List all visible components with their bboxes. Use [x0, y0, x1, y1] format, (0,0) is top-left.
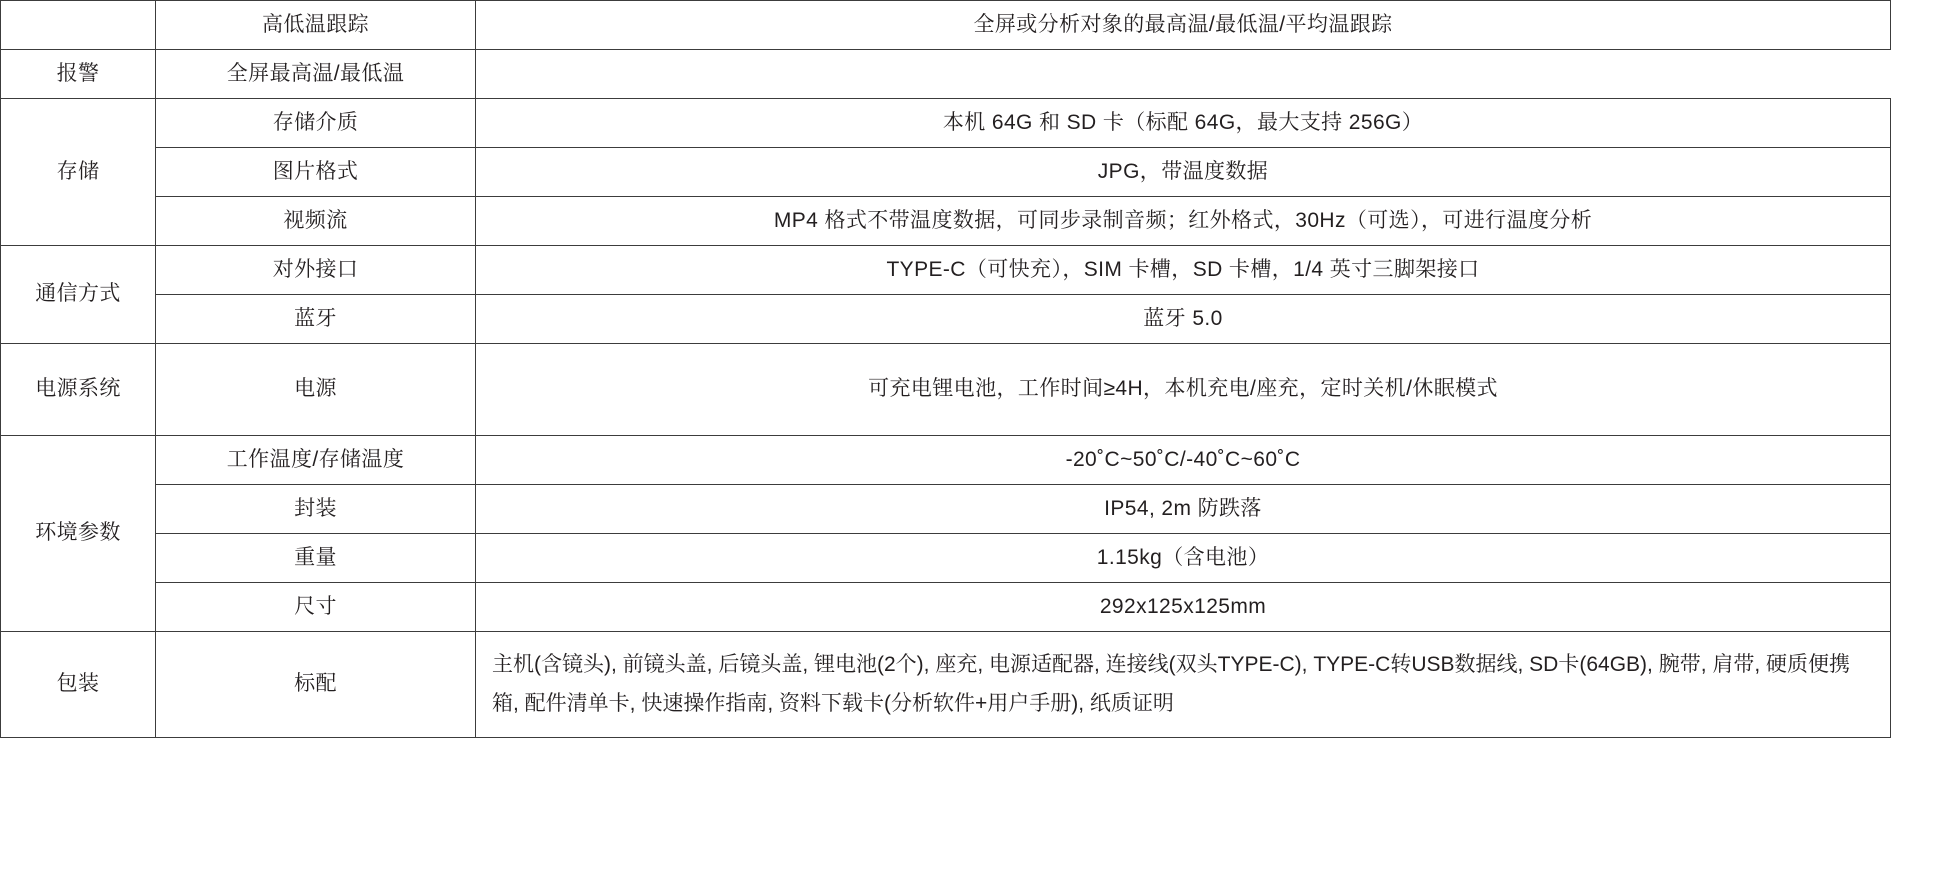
group-cell-communication: 通信方式	[1, 246, 156, 344]
table-row	[1, 197, 1891, 246]
group-cell-power: 电源系统	[1, 344, 156, 436]
label-cell: 报警	[1, 50, 156, 99]
table-row	[1, 632, 1891, 738]
table-row	[1, 295, 1891, 344]
value-cell: 全屏最高温/最低温	[156, 50, 476, 99]
table-row	[1, 344, 1891, 436]
label-cell: 尺寸	[156, 583, 476, 632]
label-cell: 存储介质	[156, 99, 476, 148]
value-cell: 292x125x125mm	[476, 583, 1891, 632]
table-row	[1, 485, 1891, 534]
table-row	[1, 534, 1891, 583]
table-row	[1, 246, 1891, 295]
group-cell-environment: 环境参数	[1, 436, 156, 632]
value-cell: 全屏或分析对象的最高温/最低温/平均温跟踪	[476, 1, 1891, 50]
label-cell: 对外接口	[156, 246, 476, 295]
value-cell: -20˚C~50˚C/-40˚C~60˚C	[476, 436, 1891, 485]
label-cell: 蓝牙	[156, 295, 476, 344]
table-row	[1, 148, 1891, 197]
group-cell-packaging: 包装	[1, 632, 156, 738]
table-row	[1, 1, 1891, 50]
table-row	[1, 50, 1891, 99]
table-row	[1, 436, 1891, 485]
label-cell: 封装	[156, 485, 476, 534]
value-cell: TYPE-C（可快充），SIM 卡槽，SD 卡槽，1/4 英寸三脚架接口	[476, 246, 1891, 295]
value-cell: 蓝牙 5.0	[476, 295, 1891, 344]
label-cell: 高低温跟踪	[156, 1, 476, 50]
value-cell: JPG，带温度数据	[476, 148, 1891, 197]
value-cell: 1.15kg（含电池）	[476, 534, 1891, 583]
value-cell: 本机 64G 和 SD 卡（标配 64G，最大支持 256G）	[476, 99, 1891, 148]
label-cell: 重量	[156, 534, 476, 583]
label-cell: 标配	[156, 632, 476, 738]
table-row	[1, 99, 1891, 148]
value-cell: 主机(含镜头), 前镜头盖, 后镜头盖, 锂电池(2个), 座充, 电源适配器, 连接线(双头TYPE-C), TYPE-C转USB数据线, SD卡(64GB), 腕带, 肩带, 硬质便携箱, 配件清单卡, 快速操作指南, 资料下载卡(分析软件+用户手册), 纸质证明	[476, 632, 1891, 738]
table-row	[1, 583, 1891, 632]
label-cell: 视频流	[156, 197, 476, 246]
value-cell: IP54, 2m 防跌落	[476, 485, 1891, 534]
label-cell: 电源	[156, 344, 476, 436]
group-cell-continued	[1, 1, 156, 50]
value-cell: MP4 格式不带温度数据，可同步录制音频；红外格式，30Hz（可选），可进行温度分析	[476, 197, 1891, 246]
label-cell: 工作温度/存储温度	[156, 436, 476, 485]
label-cell: 图片格式	[156, 148, 476, 197]
value-cell: 可充电锂电池，工作时间≥4H，本机充电/座充，定时关机/休眠模式	[476, 344, 1891, 436]
group-cell-storage: 存储	[1, 99, 156, 246]
